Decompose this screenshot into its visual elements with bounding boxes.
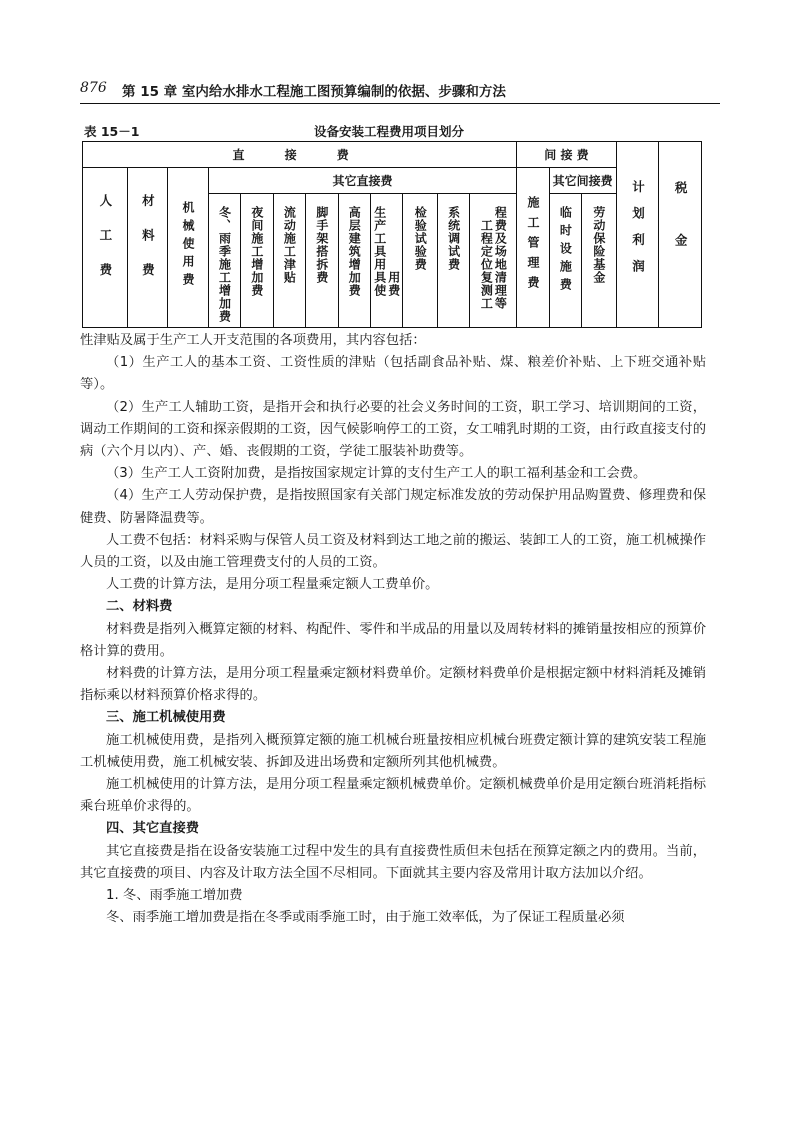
machine-cell: 机械使用费	[168, 168, 209, 328]
paragraph: （2）生产工人辅助工资，是指开会和执行必要的社会义务时间的工资，职工学习、培训期间的工资，调动工作期间的工资和探亲假期的工资，因气候影响停工的工资，女工哺乳时期的工资，由行政直接支付的病（六个月以内）、产、婚、丧假期的工资，学徒工服装补助费等。	[80, 399, 706, 460]
header-rule	[80, 103, 720, 104]
paragraph: 施工机械使用费，是指列入概预算定额的施工机械台班量按相应机械台班费定额计算的建筑安装工程施工机械使用费，施工机械安装、拆卸及进出场费和定额所列其他机械费。	[80, 732, 706, 770]
paragraph: 1. 冬、雨季施工增加费	[106, 888, 243, 904]
management-cell: 施工管理费	[517, 168, 549, 328]
indirect-fee-header: 间 接 费	[517, 142, 616, 168]
paragraph: 材料费的计算方法，是用分项工程量乘定额材料费单价。定额材料费单价是根据定额中材料消耗及摊销指标乘以材料预算价格求得的。	[80, 666, 706, 704]
other-indirect-header: 其它间接费	[549, 168, 616, 194]
paragraph: （4）生产工人劳动保护费，是指按照国家有关部门规定标准发放的劳动保护用品购置费、修理费和保健费、防暑降温费等。	[80, 488, 706, 526]
temp-facility-cell: 临时设施费	[549, 194, 581, 328]
labor-insurance-cell: 劳动保险基金	[582, 194, 617, 328]
paragraph: 冬、雨季施工增加费是指在冬季或雨季施工时，由于施工效率低，为了保证工程质量必须	[106, 910, 625, 926]
fee-table	[82, 141, 702, 328]
night-cell: 夜间施工增加费	[241, 194, 273, 328]
paragraph: 施工机械使用的计算方法，是用分项工程量乘定额机械费单价。定额机械费单价是用定额台班消耗指标乘台班单价求得的。	[80, 777, 706, 815]
page-header	[80, 80, 720, 104]
system-debug-cell: 系统调试费	[437, 194, 469, 328]
paragraph: 人工费的计算方法，是用分项工程量乘定额人工费单价。	[106, 577, 439, 593]
paragraph: 人工费不包括：材料采购与保管人员工资及材料到达工地之前的搬运、装卸工人的工资，施工机械操作人员的工资，以及由施工管理费支付的人员的工资。	[80, 532, 706, 571]
labor-cell: 人工费	[83, 168, 128, 328]
section-heading: 四、其它直接费	[106, 821, 200, 837]
paragraph: （3）生产工人工资附加费，是指按国家规定计算的支付生产工人的职工福利基金和工会费。	[106, 466, 647, 482]
profit-cell: 计划利润	[616, 142, 659, 328]
paragraph: 其它直接费是指在设备安装施工过程中发生的具有直接费性质但未包括在预算定额之内的费用。当前，其它直接费的项目、内容及计取方法全国不尽相同。下面就其主要内容及常用计取方法加以介绍。	[80, 843, 706, 881]
direct-fee-header: 直 接 费	[83, 142, 517, 168]
scaffold-cell: 脚手架搭拆费	[306, 194, 338, 328]
section-heading: 三、施工机械使用费	[106, 710, 226, 726]
inspection-cell: 检验试验费	[403, 194, 437, 328]
site-cell: 工程定位复测工程费及场地清理等	[470, 194, 517, 328]
material-cell: 材料费	[127, 168, 168, 328]
section-heading: 二、材料费	[106, 599, 173, 615]
other-direct-header: 其它直接费	[208, 168, 516, 194]
body-text	[80, 330, 706, 929]
paragraph: （1）生产工人的基本工资、工资性质的津贴（包括副食品补贴、煤、粮差价补贴、上下班交通补贴等）。	[80, 355, 706, 393]
winter-rain-cell: 冬、雨季施工增加费	[208, 194, 240, 328]
table-title: 设备安装工程费用项目划分	[314, 124, 465, 139]
tools-cell: 生产工具用具使用费	[371, 194, 403, 328]
highrise-cell: 高层建筑增加费	[338, 194, 370, 328]
paragraph: 性津贴及属于生产工人开支范围的各项费用，其内容包括：	[80, 333, 426, 348]
table-label: 表 15－1	[84, 124, 140, 139]
tax-cell: 税金	[659, 142, 702, 328]
mobile-cell: 流动施工津贴	[273, 194, 305, 328]
chapter-title: 第 15 章 室内给水排水工程施工图预算编制的依据、步骤和方法	[122, 84, 506, 100]
paragraph: 材料费是指列入概算定额的材料、构配件、零件和半成品的用量以及周转材料的摊销量按相应的预算价格计算的费用。	[80, 621, 706, 659]
page-number: 876	[80, 80, 107, 96]
